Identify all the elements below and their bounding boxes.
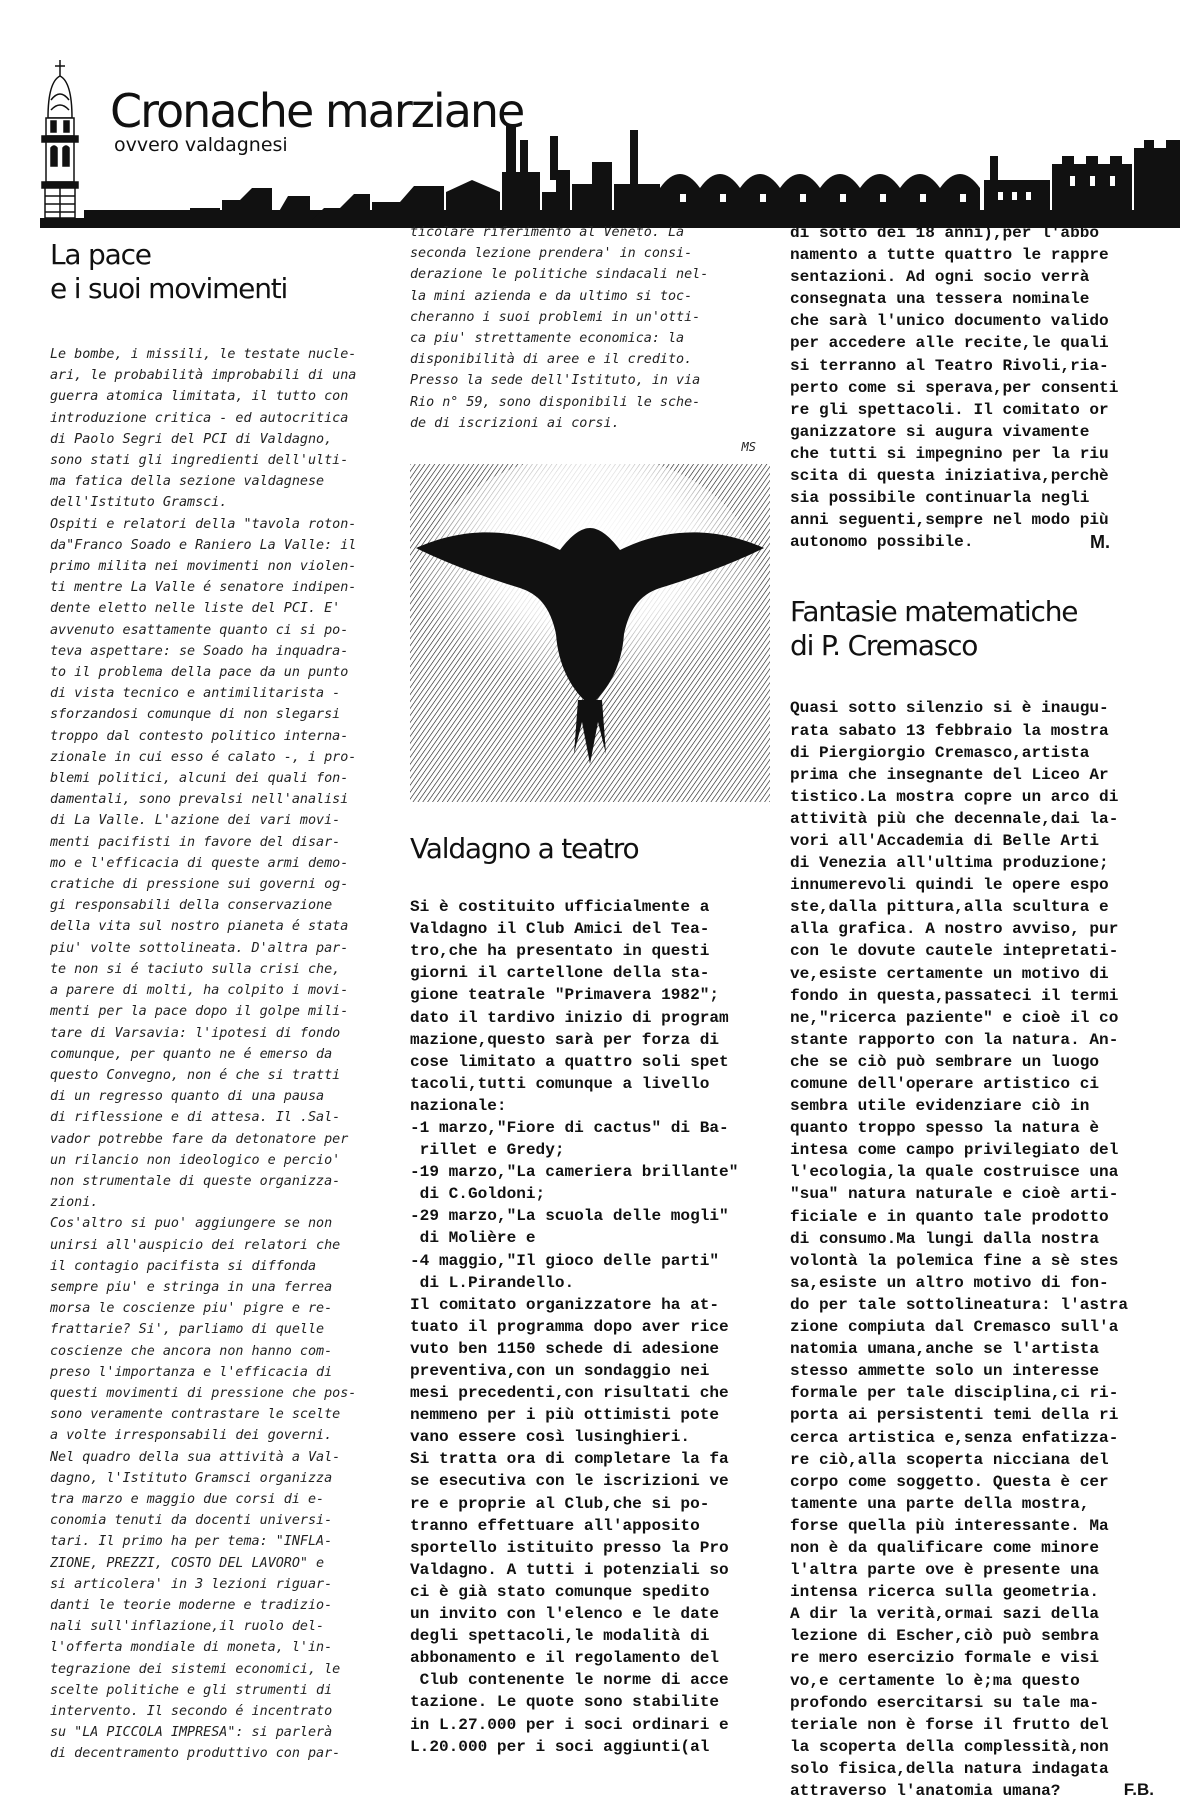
crow-engraving xyxy=(410,464,770,802)
headline-fantasie-line2: di P. Cremasco xyxy=(790,629,978,663)
article-pace-continuation: ticolare riferimento al Veneto. La seconda lezione prendera' in consi- derazione le politiche sindacali nel- la mini azienda e da ultimo si toc- cheranno i suoi problemi in un'otti- ca piu' strettamente economica: la disponibilità di aree e il credito. Presso la sede dell'Istituto, in via Rio n° 59, sono disponibili le sche- de di iscrizioni ai corsi. xyxy=(410,225,709,431)
signature-fb: F.B. xyxy=(1123,1780,1154,1800)
masthead-subtitle: ovvero valdagnesi xyxy=(114,134,288,156)
headline-teatro: Valdagno a teatro xyxy=(410,832,639,866)
headline-fantasie xyxy=(790,595,1170,663)
article-fantasie-body: Quasi sotto silenzio si è inaugu- rata sabato 13 febbraio la mostra di Piergiorgio Cremasco,artista prima che insegnante del Liceo Ar tistico.La mostra copre un arco di attività più che decennale,dai la- vori all'Accademia di Belle Arti di Venezia all'ultima produzione; innumerevoli quindi le opere espo ste,dalla pittura,alla scultura e alla grafica. A nostro avviso, pur con le dovute cautele intepretati- ve,esiste certamente un motivo di fondo in questa,passateci il termi ne,"ricerca paziente" e cioè il co stante rapporto con la natura. An- che se ciò può sembrare un luogo comune dell'operare artistico ci sembra utile evidenziare ciò in quanto troppo spesso la natura è intesa come campo privilegiato del l'ecologia,la quale costruisce una "sua" natura naturale e cioè arti- ficiale e in quanto tale prodotto di consumo.Ma lungi dalla nostra volontà la polemica fine a sè stes sa,esiste un altro motivo di fon- do per tale sottolineatura: l'astra zione compiuta dal Cremasco sull'a natomia umana,anche se l'artista stesso ammette solo un interesse formale per tale disciplina,ci ri- porta ai persistenti temi della ri cerca artistica e,senza enfatizza- re ciò,alla scoperta nicciana del corpo come soggetto. Questa è cer tamente una parte della mostra, forse quella più interessante. Ma non è da qualificare come minore l'altra parte ove è presente una intensa ricerca sulla geometria. A dir la verità,ormai sazi della lezione di Escher,ciò può sembra re mero esercizio formale e visi vo,e certamente lo è;ma questo profondo esercitarsi su tale ma- teriale non è forse il frutto del la scoperta della complessità,non solo fisica,della natura indagata attraverso l'anatomia umana? xyxy=(790,699,1129,1800)
signature-m: M. xyxy=(1090,532,1110,552)
column-middle xyxy=(410,222,780,1756)
article-teatro-continuation: di sotto dei 18 anni),per l'abbo namento a tutte quattro le rappre sentazioni. Ad ogni socio verrà consegnata una tessera nominale che sarà l'unico documento valido per accedere alle recite,le quali si terranno al Teatro Rivoli,ria- perto come si sperava,per consenti re gli spettacoli. Il comitato or ganizzatore si augura vivamente che tutti si impegnino per la riu scita di questa iniziativa,perchè sia possibile continuarla negli anni seguenti,sempre nel modo più autonomo possibile. xyxy=(790,224,1119,552)
article-pace-body: Le bombe, i missili, le testate nucle- ari, le probabilità improbabili di una guerra atomica limitata, il tutto con introduzione critica - ed autocritica di Paolo Segri del PCI di Valdagno, sono stati gli ingredienti dell'ulti- ma fatica della sezione valdagnese dell'Istituto Gramsci. Ospiti e relatori della "tavola roton- da"Franco Soado e Raniero La Valle: il primo milita nei movimenti non violen- ti mentre La Valle é senatore indipen- dente eletto nelle liste del PCI. E' avvenuto esattamente quanto ci si po- teva aspettare: se Soado ha inquadra- to il problema della pace da un punto di vista tecnico e antimilitarista - sforzandosi comunque di non slegarsi troppo dal contesto politico interna- zionale in cui esso é calato -, i pro- blemi politici, alcuni dei quali fon- damentali, sono prevalsi nell'analisi di La Valle. L'azione dei vari movi- menti pacifisti in favore del disar- mo e l'efficacia di queste armi demo- cratiche di pressione sui governi og- gi responsabili della conservazione della vita sul nostro pianeta é stata piu' volte sottolineata. D'altra par- te non si é taciuto sulla crisi che, a parere di molti, ha colpito i movi- menti per la pace dopo il golpe mili- tare di Varsavia: l'ipotesi di fondo comunque, per quanto ne é emerso da questo Convegno, non é che si tratti di un regresso quanto di una pausa di riflessione e di attesa. Il .Sal- vador potrebbe fare da detonatore per un rilancio non ideologico e percio' non strumentale di queste organizza- zioni. Cos'altro si puo' aggiungere se non unirsi all'auspicio dei relatori che il contagio pacifista si diffonda sempre piu' e stringa in una ferrea morsa le coscienze piu' pigre e re- frattarie? Si', parliamo di quelle coscienze che ancora non hanno com- preso l'importanza e l'efficacia di questi movimenti di pressione che pos- sono veramente contrastare le scelte a volte irresponsabili dei governi. Nel quadro della sua attività a Val- dagno, l'Istituto Gramsci organizza tra marzo e maggio due corsi di e- conomia tenuti da docenti universi- tari. Il primo ha per tema: "INFLA- ZIONE, PREZZI, COSTO DEL LAVORO" e si articolera' in 3 lezioni riguar- danti le teorie moderne e tradizio- nali sull'inflazione,il ruolo del- l'offerta mondiale di moneta, l'in- tegrazione dei sistemi economici, le scelte politiche e gli strumenti di intervento. Il secondo é incentrato su "LA PICCOLA IMPRESA": si parlerà di decentramento produttivo con par- xyxy=(50,347,357,1762)
column-left xyxy=(50,238,392,1762)
article-teatro-body: Si è costituito ufficialmente a Valdagno il Club Amici del Tea- tro,che ha presentato in questi giorni il cartellone della sta- gione teatrale "Primavera 1982"; dato il tardivo inizio di program mazione,questo sarà per forza di cose limitato a quattro soli spet tacoli,tutti comunque a livello nazionale: -1 marzo,"Fiore di cactus" di Ba- rillet e Gredy; -19 marzo,"La cameriera brillante" di C.Goldoni; -29 marzo,"La scuola delle mogli" di Molière e -4 maggio,"Il gioco delle parti" di L.Pirandello. Il comitato organizzatore ha at- tuato il programma dopo aver rice vuto ben 1150 schede di adesione preventiva,con un sondaggio nei mesi precedenti,con risultati che nemmeno per i più ottimisti pote vano essere così lusinghieri. Si tratta ora di completare la fa se esecutiva con le iscrizioni ve re e proprie al Club,che si po- tranno effettuare all'apposito sportello istituito presso la Pro Valdagno. A tutti i potenziali so ci è già stato comunque spedito un invito con l'elenco e le date degli spettacoli,le modalità di abbonamento e il regolamento del Club contenente le norme di acce tazione. Le quote sono stabilite in L.27.000 per i soci ordinari e L.20.000 per i soci aggiunti(al xyxy=(410,898,739,1756)
signature-ms: MS xyxy=(741,440,756,455)
headline-pace xyxy=(50,238,392,306)
headline-pace-line1: La pace xyxy=(50,238,151,271)
headline-fantasie-line1: Fantasie matematiche xyxy=(790,595,1078,629)
masthead xyxy=(40,60,1180,228)
masthead-title: Cronache marziane xyxy=(110,84,524,138)
headline-pace-line2: e i suoi movimenti xyxy=(50,272,288,305)
column-right xyxy=(790,222,1170,1800)
bell-tower-drawing xyxy=(42,60,78,218)
